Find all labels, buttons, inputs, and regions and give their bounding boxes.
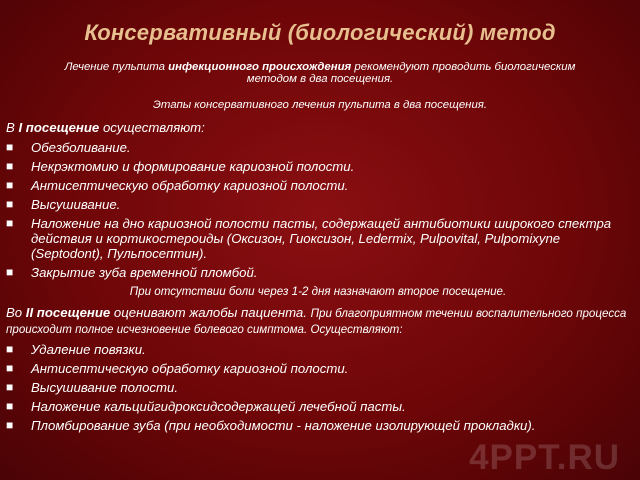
bullet-icon: ■ <box>6 265 14 279</box>
stages-heading: Этапы консервативного лечения пульпита в два посещения. <box>152 99 488 111</box>
bullet-icon: ■ <box>6 140 14 154</box>
list-item: ■ Удаление повязки. <box>6 342 146 357</box>
site-watermark: 4PPT.RU <box>469 438 620 477</box>
list-item: ■ Высушивание полости. <box>6 380 178 395</box>
bullet-icon: ■ <box>6 178 14 192</box>
visit2-list <box>6 342 630 433</box>
visit1-heading: В I посещение осуществляют: <box>6 120 205 135</box>
bullet-icon: ■ <box>6 342 14 356</box>
visit2-heading: Во II посещение оценивают жалобы пациента. При благоприятном течении воспалительного процесса происходит полное исчезновение болевого симптома. Осуществляют: <box>6 305 627 336</box>
second-visit-note: При отсутствии боли через 1-2 дня назначают второе посещение. <box>129 285 507 298</box>
list-item: ■ Закрытие зуба временной пломбой. <box>6 265 258 280</box>
slide-title: Консервативный (биологический) метод <box>84 20 556 45</box>
slide-body <box>6 120 630 437</box>
bullet-icon: ■ <box>6 380 14 394</box>
list-item: ■ Антисептическую обработку кариозной полости. <box>6 361 349 376</box>
bullet-icon: ■ <box>6 216 14 230</box>
list-item: ■ Антисептическую обработку кариозной полости. <box>6 178 349 193</box>
bullet-icon: ■ <box>6 418 14 432</box>
bullet-icon: ■ <box>6 399 14 413</box>
intro-text: Лечение пульпита инфекционного происхождения рекомендуют проводить биологическим методом в два посещения. <box>64 61 576 85</box>
list-item: ■ Наложение на дно кариозной полости пасты, содержащей антибиотики широкого спектра действия и кортикостероиды (Оксизон, Гиоксизон, Ledermix, Pulpovital, Pulpomixyne (Septodont), Пульпосептин). <box>6 216 612 261</box>
list-item: ■ Пломбирование зуба (при необходимости - наложение изолирующей прокладки). <box>6 418 536 433</box>
list-item: ■ Высушивание. <box>6 197 121 212</box>
list-item: ■ Наложение кальцийгидроксидсодержащей лечебной пасты. <box>6 399 406 414</box>
visit1-list <box>6 140 630 280</box>
list-item: ■ Некрэктомию и формирование кариозной полости. <box>6 159 355 174</box>
bullet-icon: ■ <box>6 197 14 211</box>
list-item: ■ Обезболивание. <box>6 140 131 155</box>
bullet-icon: ■ <box>6 159 14 173</box>
bullet-icon: ■ <box>6 361 14 375</box>
